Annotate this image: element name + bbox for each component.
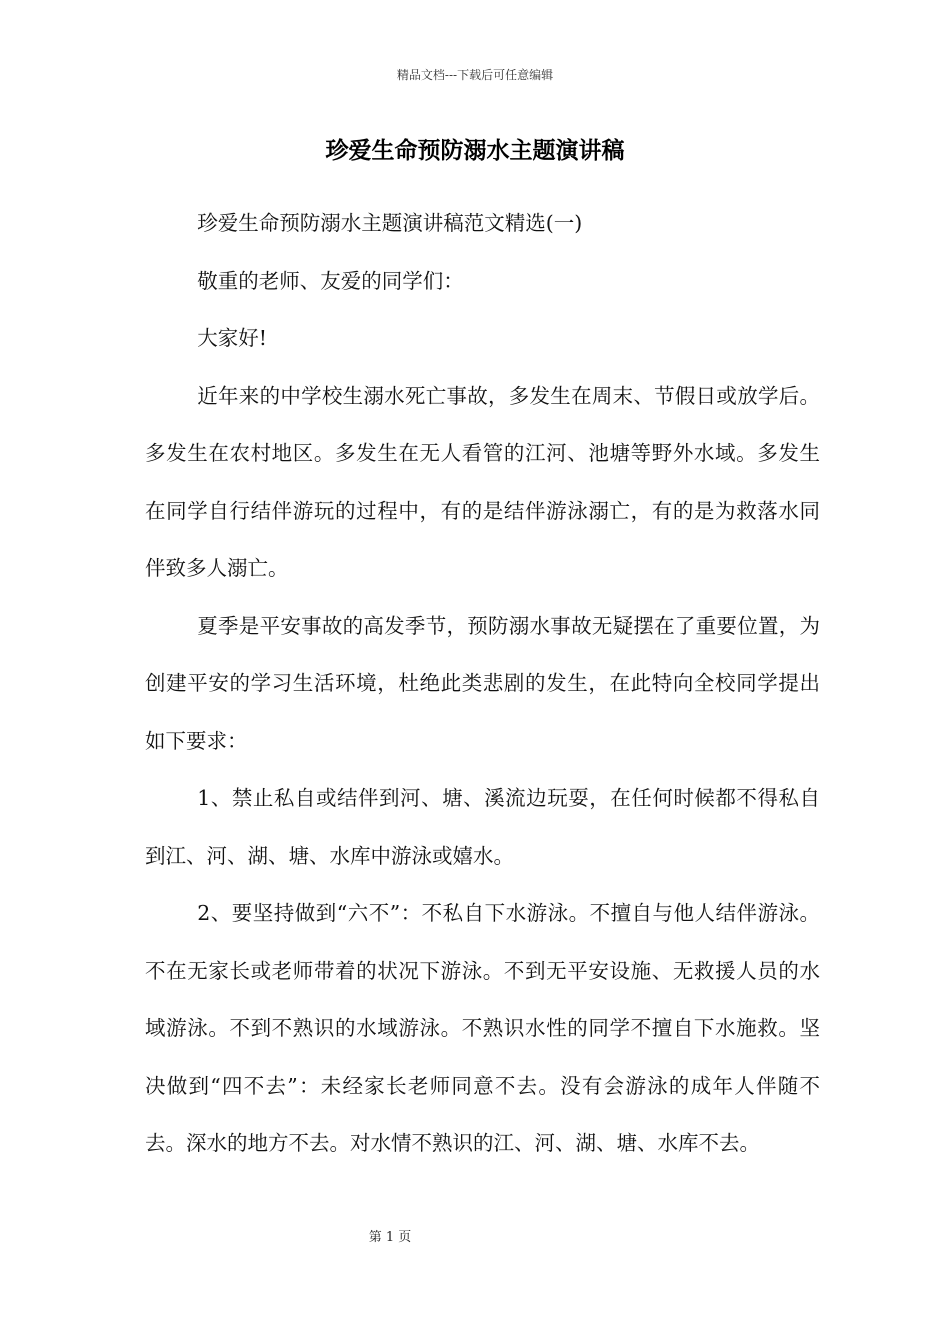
document-body [145, 195, 820, 1173]
paragraph-intro: 近年来的中学校生溺水死亡事故，多发生在周末、节假日或放学后。多发生在农村地区。多发生在无人看管的江河、池塘等野外水域。多发生在同学自行结伴游玩的过程中，有的是结伴游泳溺亡，有的是为救落水同伴致多人溺亡。 [145, 383, 820, 580]
paragraph-rule-2: 2、要坚持做到“六不”：不私自下水游泳。不擅自与他人结伴游泳。不在无家长或老师带着的状况下游泳。不到无平安设施、无救援人员的水域游泳。不到不熟识的水域游泳。不熟识水性的同学不擅自下水施救。坚决做到“四不去”：未经家长老师同意不去。没有会游泳的成年人伴随不去。深水的地方不去。对水情不熟识的江、河、湖、塘、水库不去。 [145, 901, 820, 1155]
paragraph-greeting: 大家好! [197, 326, 268, 350]
paragraph-rule-1: 1、禁止私自或结伴到河、塘、溪流边玩耍，在任何时候都不得私自到江、河、湖、塘、水库中游泳或嬉水。 [145, 786, 820, 868]
paragraph-subtitle: 珍爱生命预防溺水主题演讲稿范文精选(一) [197, 211, 583, 235]
document-title: 珍爱生命预防溺水主题演讲稿 [325, 137, 625, 164]
header-note: 精品文档---下载后可任意编辑 [396, 68, 554, 82]
paragraph-summer: 夏季是平安事故的高发季节，预防溺水事故无疑摆在了重要位置，为创建平安的学习生活环境，杜绝此类悲剧的发生，在此特向全校同学提出如下要求： [145, 613, 820, 753]
paragraph-salutation: 敬重的老师、友爱的同学们： [197, 268, 464, 293]
page-number: 第 1 页 [368, 1230, 412, 1245]
